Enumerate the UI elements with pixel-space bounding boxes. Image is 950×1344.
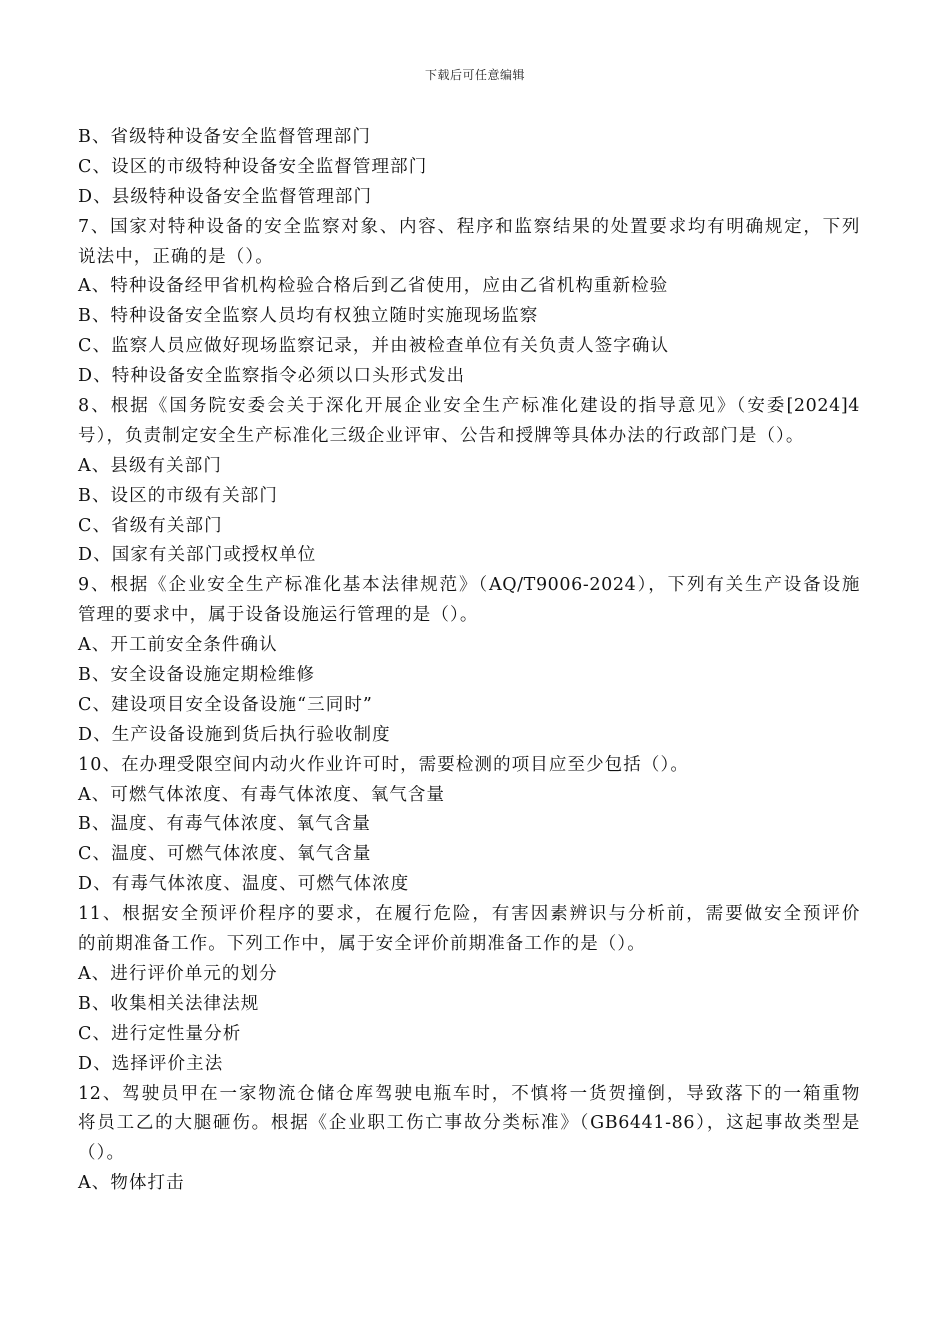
text-line: B、安全设备设施定期检维修 (78, 665, 316, 686)
text-line: D、国家有关部门或授权单位 (78, 545, 317, 566)
text-line: 9、根据《企业安全生产标准化基本法律规范》（AQ/T9006-2024），下列有关生产设备设施 (78, 575, 860, 596)
text-line: 的前期准备工作。下列工作中，属于安全评价前期准备工作的是（）。 (78, 934, 646, 955)
page-header: 下载后可任意编辑 (424, 68, 525, 82)
text-line: C、温度、可燃气体浓度、氧气含量 (78, 844, 372, 865)
text-line: B、收集相关法律法规 (78, 993, 260, 1014)
text-line: 10、在办理受限空间内动火作业许可时，需要检测的项目应至少包括（）。 (78, 754, 689, 775)
text-line: 将员工乙的大腿砸伤。根据《企业职工伤亡事故分类标准》（GB6441-86），这起事故类型是 (78, 1113, 860, 1134)
text-line: C、监察人员应做好现场监察记录，并由被检查单位有关负责人签字确认 (78, 336, 670, 357)
text-line: A、物体打击 (78, 1173, 185, 1194)
text-line: 说法中，正确的是（）。 (78, 246, 274, 267)
text-line: D、特种设备安全监察指令必须以口头形式发出 (78, 366, 466, 387)
text-line: 管理的要求中，属于设备设施运行管理的是（）。 (78, 605, 479, 626)
text-line: 8、根据《国务院安委会关于深化开展企业安全生产标准化建设的指导意见》（安委[2024]4 (78, 396, 860, 417)
document-body (78, 123, 860, 1199)
text-line: A、开工前安全条件确认 (78, 635, 278, 656)
text-line: B、省级特种设备安全监督管理部门 (78, 127, 371, 147)
text-line: C、进行定性量分析 (78, 1023, 242, 1044)
text-line: C、建设项目安全设备设施“三同时” (78, 694, 373, 715)
text-line: D、县级特种设备安全监督管理部门 (78, 186, 373, 207)
text-line: C、省级有关部门 (78, 515, 223, 536)
text-line: D、选择评价主法 (78, 1053, 224, 1074)
text-line: （）。 (78, 1143, 126, 1164)
text-line: C、设区的市级特种设备安全监督管理部门 (78, 156, 428, 177)
text-line: 12、驾驶员甲在一家物流仓储仓库驾驶电瓶车时，不慎将一货贺撞倒，导致落下的一箱重物 (78, 1083, 860, 1104)
text-line: 7、国家对特种设备的安全监察对象、内容、程序和监察结果的处置要求均有明确规定，下列 (78, 216, 860, 237)
text-line: B、温度、有毒气体浓度、氧气含量 (78, 814, 371, 835)
text-line: B、特种设备安全监察人员均有权独立随时实施现场监察 (78, 306, 539, 327)
text-line: A、进行评价单元的划分 (78, 963, 278, 984)
text-line: 11、根据安全预评价程序的要求，在履行危险，有害因素辨识与分析前，需要做安全预评价 (78, 904, 860, 925)
text-line: 号），负责制定安全生产标准化三级企业评审、公告和授牌等具体办法的行政部门是（）。 (78, 425, 805, 446)
text-line: A、县级有关部门 (78, 455, 222, 476)
text-line: D、生产设备设施到货后执行验收制度 (78, 724, 391, 745)
text-line: A、特种设备经甲省机构检验合格后到乙省使用，应由乙省机构重新检验 (78, 276, 669, 297)
text-line: A、可燃气体浓度、有毒气体浓度、氧气含量 (78, 784, 446, 805)
text-line: B、设区的市级有关部门 (78, 485, 278, 506)
text-line: D、有毒气体浓度、温度、可燃气体浓度 (78, 874, 410, 895)
